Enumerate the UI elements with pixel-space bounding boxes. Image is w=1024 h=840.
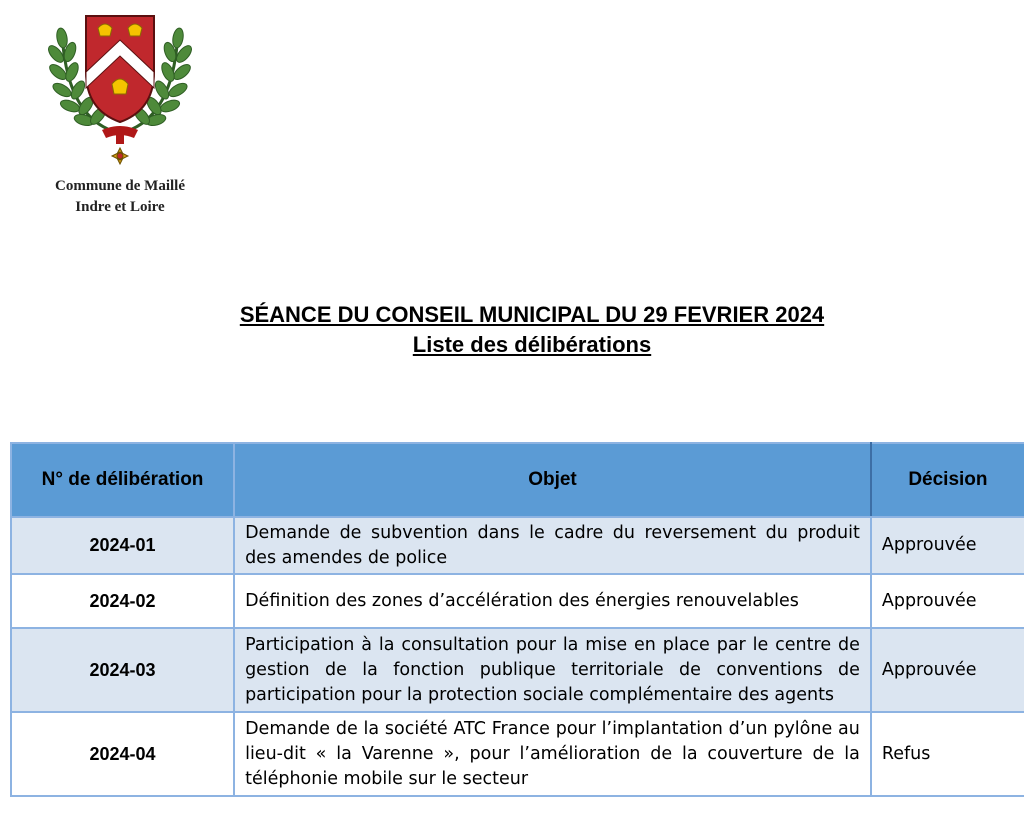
deliberation-number: 2024-02 (11, 574, 234, 628)
header-decision: Décision (871, 443, 1024, 517)
deliberations-table (10, 442, 1024, 797)
table-row (11, 712, 1024, 796)
deliberation-decision: Refus (871, 712, 1024, 796)
header-number: N° de délibération (11, 443, 234, 517)
document-title (0, 300, 1024, 360)
deliberation-number: 2024-03 (11, 628, 234, 712)
deliberation-object: Participation à la consultation pour la mise en place par le centre de gestion de la fonction publique territoriale de conventions de participation pour la protection sociale complémentaire des agents (234, 628, 871, 712)
coat-of-arms-icon (48, 2, 192, 178)
list-subtitle: Liste des délibérations (412, 332, 652, 357)
meeting-title: SÉANCE DU CONSEIL MUNICIPAL DU 29 FEVRIER 2024 (239, 302, 825, 327)
deliberation-number: 2024-04 (11, 712, 234, 796)
deliberation-number: 2024-01 (11, 517, 234, 574)
deliberation-object: Demande de subvention dans le cadre du reversement du produit des amendes de police (234, 517, 871, 574)
deliberation-object: Demande de la société ATC France pour l’implantation d’un pylône au lieu-dit « la Varenne », pour l’amélioration de la couverture de la téléphonie mobile sur le secteur (234, 712, 871, 796)
table-row (11, 574, 1024, 628)
commune-name: Commune de Maillé (55, 178, 185, 194)
table-header-row (11, 443, 1024, 517)
commune-logo (30, 0, 210, 225)
header-object: Objet (234, 443, 871, 517)
deliberation-decision: Approuvée (871, 517, 1024, 574)
deliberation-decision: Approuvée (871, 628, 1024, 712)
table-row (11, 517, 1024, 574)
department-name: Indre et Loire (75, 199, 165, 215)
table-row (11, 628, 1024, 712)
deliberation-object: Définition des zones d’accélération des énergies renouvelables (234, 574, 871, 628)
deliberation-decision: Approuvée (871, 574, 1024, 628)
